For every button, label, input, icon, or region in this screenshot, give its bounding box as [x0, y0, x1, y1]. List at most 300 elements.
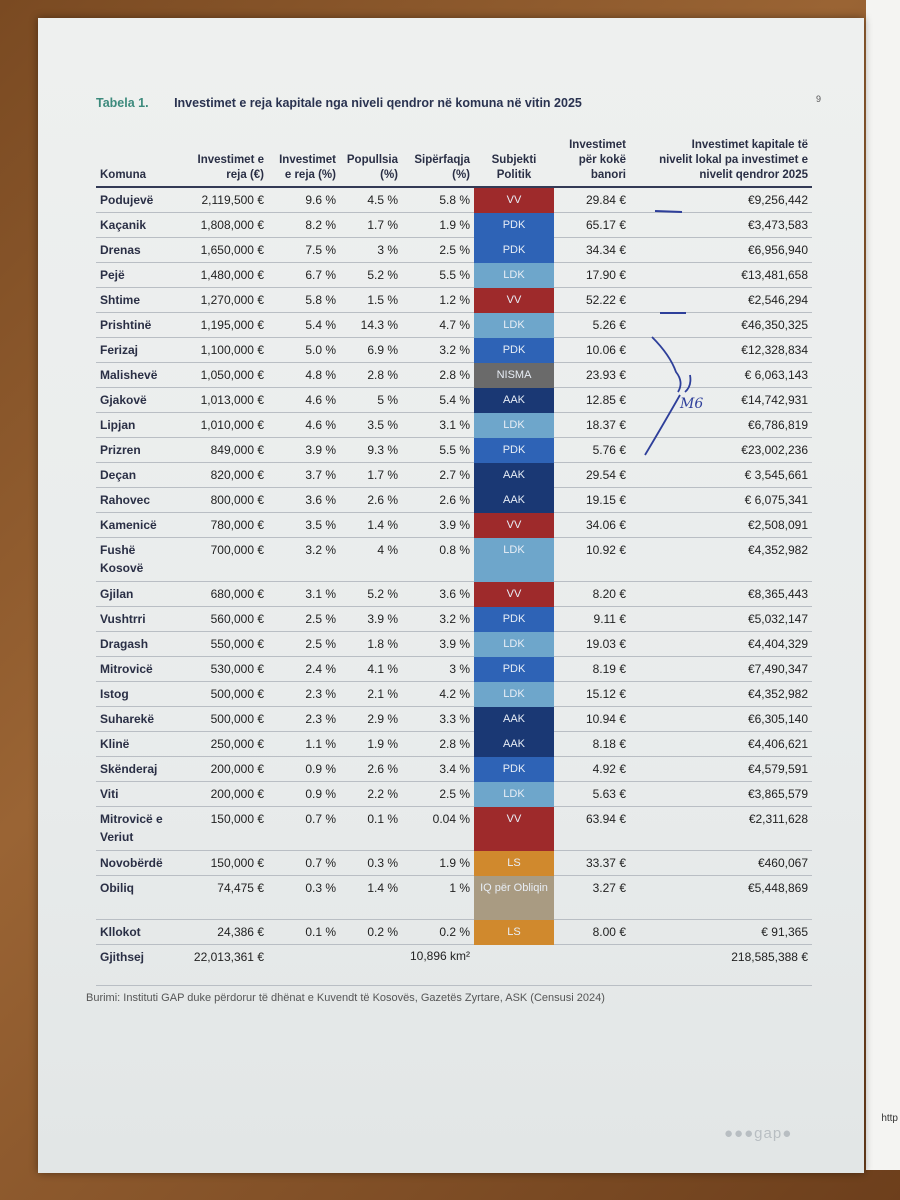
investment-eur-cell: 1,010,000 €: [184, 413, 268, 438]
population-pct-cell: 6.9 %: [340, 338, 402, 363]
spacer-cell: [630, 682, 654, 707]
population-pct-cell: 1.7 %: [340, 213, 402, 238]
empty-cell: [340, 945, 402, 986]
party-badge: IQ për Obliqin: [474, 876, 554, 920]
spacer-cell: [630, 438, 654, 463]
investment-pct-cell: 0.7 %: [268, 807, 340, 851]
population-pct-cell: 2.6 %: [340, 488, 402, 513]
page-number: 9: [816, 94, 822, 104]
population-pct-cell: 1.4 %: [340, 513, 402, 538]
investment-pct-cell: 9.6 %: [268, 187, 340, 213]
investment-eur-cell: 500,000 €: [184, 682, 268, 707]
investment-eur-cell: 550,000 €: [184, 632, 268, 657]
spacer-cell: [630, 288, 654, 313]
municipality-cell: Pejë: [96, 263, 184, 288]
municipality-cell: Mitrovicë e Veriut: [96, 807, 184, 851]
table-row: [96, 363, 812, 388]
table-row: [96, 607, 812, 632]
investment-eur-cell: 560,000 €: [184, 607, 268, 632]
empty-cell: [554, 945, 630, 986]
population-pct-cell: 5.2 %: [340, 582, 402, 607]
municipality-cell: Dragash: [96, 632, 184, 657]
population-pct-cell: 4 %: [340, 538, 402, 582]
investment-eur-cell: 500,000 €: [184, 707, 268, 732]
per-capita-cell: 8.18 €: [554, 732, 630, 757]
spacer-cell: [630, 187, 654, 213]
table-row: [96, 288, 812, 313]
per-capita-cell: 5.26 €: [554, 313, 630, 338]
party-badge: LDK: [474, 538, 554, 582]
per-capita-cell: 17.90 €: [554, 263, 630, 288]
party-badge: PDK: [474, 213, 554, 238]
spacer-cell: [630, 851, 654, 876]
per-capita-cell: 63.94 €: [554, 807, 630, 851]
party-badge: AAK: [474, 463, 554, 488]
table-row: [96, 657, 812, 682]
investment-eur-cell: 820,000 €: [184, 463, 268, 488]
local-investment-cell: €13,481,658: [654, 263, 812, 288]
investment-eur-cell: 1,013,000 €: [184, 388, 268, 413]
municipality-cell: Istog: [96, 682, 184, 707]
party-badge: AAK: [474, 732, 554, 757]
party-badge: LDK: [474, 782, 554, 807]
municipality-cell: Gjilan: [96, 582, 184, 607]
party-badge: PDK: [474, 607, 554, 632]
spacer-cell: [630, 582, 654, 607]
area-pct-cell: 3.9 %: [402, 513, 474, 538]
table-caption: [96, 96, 812, 110]
table-row: [96, 782, 812, 807]
adjacent-sheet-text: http: [881, 1113, 898, 1124]
investment-pct-cell: 2.4 %: [268, 657, 340, 682]
gap-logo: ●●●gap●: [724, 1125, 793, 1142]
area-pct-cell: 4.2 %: [402, 682, 474, 707]
table-row: [96, 632, 812, 657]
investment-eur-cell: 150,000 €: [184, 807, 268, 851]
investment-pct-cell: 5.4 %: [268, 313, 340, 338]
table-row: [96, 807, 812, 851]
investment-eur-cell: 1,195,000 €: [184, 313, 268, 338]
population-pct-cell: 3.9 %: [340, 607, 402, 632]
area-pct-cell: 3.2 %: [402, 338, 474, 363]
investment-eur-cell: 1,100,000 €: [184, 338, 268, 363]
local-investment-cell: € 3,545,661: [654, 463, 812, 488]
investment-pct-cell: 2.3 %: [268, 707, 340, 732]
investment-pct-cell: 5.0 %: [268, 338, 340, 363]
table-row: [96, 313, 812, 338]
municipality-cell: Obiliq: [96, 876, 184, 920]
party-badge: LDK: [474, 263, 554, 288]
investment-eur-cell: 780,000 €: [184, 513, 268, 538]
area-pct-cell: 3.6 %: [402, 582, 474, 607]
per-capita-cell: 10.94 €: [554, 707, 630, 732]
header-spacer: [630, 136, 654, 187]
document-page: [38, 18, 864, 1173]
population-pct-cell: 3.5 %: [340, 413, 402, 438]
source-note: Burimi: Instituti GAP duke përdorur të dhënat e Kuvendt të Kosovës, Gazetës Zyrtare, ASK (Censusi 2024): [86, 992, 605, 1004]
local-investment-cell: €8,365,443: [654, 582, 812, 607]
municipality-cell: Deçan: [96, 463, 184, 488]
local-investment-cell: €460,067: [654, 851, 812, 876]
investment-eur-cell: 700,000 €: [184, 538, 268, 582]
population-pct-cell: 4.1 %: [340, 657, 402, 682]
table-body: [96, 187, 812, 986]
population-pct-cell: 14.3 %: [340, 313, 402, 338]
investment-eur-cell: 1,480,000 €: [184, 263, 268, 288]
investment-pct-cell: 6.7 %: [268, 263, 340, 288]
investment-eur-cell: 1,270,000 €: [184, 288, 268, 313]
investment-pct-cell: 4.6 %: [268, 413, 340, 438]
population-pct-cell: 2.2 %: [340, 782, 402, 807]
municipality-cell: Gjakovë: [96, 388, 184, 413]
investment-pct-cell: 3.7 %: [268, 463, 340, 488]
spacer-cell: [630, 263, 654, 288]
per-capita-cell: 8.19 €: [554, 657, 630, 682]
table-row: [96, 388, 812, 413]
table-row: [96, 413, 812, 438]
table-row: [96, 757, 812, 782]
per-capita-cell: 34.34 €: [554, 238, 630, 263]
per-capita-cell: 34.06 €: [554, 513, 630, 538]
area-pct-cell: 5.5 %: [402, 263, 474, 288]
municipality-cell: Kamenicë: [96, 513, 184, 538]
area-pct-cell: 1.9 %: [402, 213, 474, 238]
area-pct-cell: 3.1 %: [402, 413, 474, 438]
party-badge: PDK: [474, 657, 554, 682]
table-row: [96, 187, 812, 213]
investment-eur-cell: 200,000 €: [184, 757, 268, 782]
party-badge: NISMA: [474, 363, 554, 388]
local-investment-cell: €2,311,628: [654, 807, 812, 851]
local-investment-cell: €5,032,147: [654, 607, 812, 632]
party-badge: VV: [474, 513, 554, 538]
area-pct-cell: 2.6 %: [402, 488, 474, 513]
investment-pct-cell: 3.5 %: [268, 513, 340, 538]
local-investment-cell: €23,002,236: [654, 438, 812, 463]
party-badge: PDK: [474, 338, 554, 363]
investment-pct-cell: 2.5 %: [268, 607, 340, 632]
population-pct-cell: 2.8 %: [340, 363, 402, 388]
municipality-cell: Viti: [96, 782, 184, 807]
population-pct-cell: 1.5 %: [340, 288, 402, 313]
empty-cell: [474, 945, 554, 986]
local-investment-cell: €6,956,940: [654, 238, 812, 263]
population-pct-cell: 1.8 %: [340, 632, 402, 657]
municipality-cell: Rahovec: [96, 488, 184, 513]
area-pct-cell: 5.8 %: [402, 187, 474, 213]
population-pct-cell: 0.1 %: [340, 807, 402, 851]
header-investments-eur: Investimet e reja (€): [184, 136, 268, 187]
local-investment-cell: €4,352,982: [654, 538, 812, 582]
per-capita-cell: 10.06 €: [554, 338, 630, 363]
investment-eur-cell: 1,808,000 €: [184, 213, 268, 238]
spacer-cell: [630, 338, 654, 363]
local-investment-cell: € 6,075,341: [654, 488, 812, 513]
spacer-cell: [630, 707, 654, 732]
investment-eur-cell: 250,000 €: [184, 732, 268, 757]
investment-eur-cell: 74,475 €: [184, 876, 268, 920]
area-pct-cell: 0.2 %: [402, 920, 474, 945]
spacer-cell: [630, 463, 654, 488]
table-row: [96, 338, 812, 363]
table-label: Tabela 1.: [96, 96, 149, 110]
spacer-cell: [630, 607, 654, 632]
table-row: [96, 851, 812, 876]
local-investment-cell: €3,473,583: [654, 213, 812, 238]
page-content: [86, 96, 812, 1004]
area-pct-cell: 5.4 %: [402, 388, 474, 413]
municipality-cell: Lipjan: [96, 413, 184, 438]
table-row: [96, 463, 812, 488]
per-capita-cell: 33.37 €: [554, 851, 630, 876]
area-pct-cell: 0.8 %: [402, 538, 474, 582]
table-row: [96, 513, 812, 538]
investment-pct-cell: 3.9 %: [268, 438, 340, 463]
local-investment-cell: €12,328,834: [654, 338, 812, 363]
spacer-cell: [630, 488, 654, 513]
local-investment-cell: € 91,365: [654, 920, 812, 945]
header-komuna: Komuna: [96, 136, 184, 187]
table-row: [96, 438, 812, 463]
spacer-cell: [630, 413, 654, 438]
party-badge: LDK: [474, 682, 554, 707]
spacer-cell: [630, 657, 654, 682]
table-row: [96, 488, 812, 513]
table-title: Investimet e reja kapitale nga niveli qendror në komuna në vitin 2025: [174, 96, 582, 110]
spacer-cell: [630, 732, 654, 757]
party-badge: AAK: [474, 388, 554, 413]
area-pct-cell: 5.5 %: [402, 438, 474, 463]
population-pct-cell: 3 %: [340, 238, 402, 263]
investment-eur-cell: 24,386 €: [184, 920, 268, 945]
per-capita-cell: 3.27 €: [554, 876, 630, 920]
municipality-cell: Drenas: [96, 238, 184, 263]
area-pct-cell: 4.7 %: [402, 313, 474, 338]
table-row: [96, 213, 812, 238]
investment-eur-cell: 150,000 €: [184, 851, 268, 876]
investment-pct-cell: 8.2 %: [268, 213, 340, 238]
investment-pct-cell: 1.1 %: [268, 732, 340, 757]
header-per-capita: Investimet për kokë banori: [554, 136, 630, 187]
local-investment-cell: €14,742,931: [654, 388, 812, 413]
population-pct-cell: 0.3 %: [340, 851, 402, 876]
party-badge: VV: [474, 187, 554, 213]
area-pct-cell: 2.5 %: [402, 238, 474, 263]
per-capita-cell: 9.11 €: [554, 607, 630, 632]
municipality-cell: Kllokot: [96, 920, 184, 945]
per-capita-cell: 29.54 €: [554, 463, 630, 488]
table-row: [96, 263, 812, 288]
municipality-cell: Ferizaj: [96, 338, 184, 363]
area-pct-cell: 2.8 %: [402, 363, 474, 388]
per-capita-cell: 19.15 €: [554, 488, 630, 513]
area-pct-cell: 3.2 %: [402, 607, 474, 632]
population-pct-cell: 4.5 %: [340, 187, 402, 213]
investment-pct-cell: 2.5 %: [268, 632, 340, 657]
investment-pct-cell: 7.5 %: [268, 238, 340, 263]
municipality-cell: Shtime: [96, 288, 184, 313]
empty-cell: [268, 945, 340, 986]
population-pct-cell: 9.3 %: [340, 438, 402, 463]
population-pct-cell: 0.2 %: [340, 920, 402, 945]
municipality-cell: Prizren: [96, 438, 184, 463]
municipality-cell: Kaçanik: [96, 213, 184, 238]
local-investment-cell: €3,865,579: [654, 782, 812, 807]
area-pct-cell: 1 %: [402, 876, 474, 920]
spacer-cell: [630, 807, 654, 851]
per-capita-cell: 65.17 €: [554, 213, 630, 238]
local-investment-cell: €4,579,591: [654, 757, 812, 782]
municipality-cell: Prishtinë: [96, 313, 184, 338]
investment-eur-cell: 2,119,500 €: [184, 187, 268, 213]
party-badge: LDK: [474, 632, 554, 657]
spacer-cell: [630, 757, 654, 782]
spacer-cell: [630, 538, 654, 582]
area-pct-cell: 3 %: [402, 657, 474, 682]
total-investment: 22,013,361 €: [184, 945, 268, 986]
area-pct-cell: 3.3 %: [402, 707, 474, 732]
investment-pct-cell: 3.1 %: [268, 582, 340, 607]
municipality-cell: Fushë Kosovë: [96, 538, 184, 582]
population-pct-cell: 5.2 %: [340, 263, 402, 288]
total-area: 10,896 km²: [402, 945, 474, 986]
investment-pct-cell: 2.3 %: [268, 682, 340, 707]
spacer-cell: [630, 363, 654, 388]
spacer-cell: [630, 313, 654, 338]
area-pct-cell: 2.5 %: [402, 782, 474, 807]
spacer-cell: [630, 632, 654, 657]
area-pct-cell: 2.7 %: [402, 463, 474, 488]
spacer-cell: [630, 388, 654, 413]
spacer-cell: [630, 920, 654, 945]
per-capita-cell: 12.85 €: [554, 388, 630, 413]
population-pct-cell: 2.1 %: [340, 682, 402, 707]
investment-pct-cell: 0.1 %: [268, 920, 340, 945]
local-investment-cell: €7,490,347: [654, 657, 812, 682]
investment-eur-cell: 200,000 €: [184, 782, 268, 807]
area-pct-cell: 2.8 %: [402, 732, 474, 757]
investment-table: [96, 136, 812, 986]
per-capita-cell: 8.20 €: [554, 582, 630, 607]
per-capita-cell: 29.84 €: [554, 187, 630, 213]
area-pct-cell: 1.9 %: [402, 851, 474, 876]
per-capita-cell: 15.12 €: [554, 682, 630, 707]
header-population: Popullsia (%): [340, 136, 402, 187]
local-investment-cell: €4,404,329: [654, 632, 812, 657]
population-pct-cell: 1.7 %: [340, 463, 402, 488]
party-badge: AAK: [474, 488, 554, 513]
investment-pct-cell: 0.9 %: [268, 782, 340, 807]
spacer-cell: [630, 513, 654, 538]
total-row: [96, 945, 812, 986]
header-area: Sipërfaqja (%): [402, 136, 474, 187]
party-badge: AAK: [474, 707, 554, 732]
table-header-row: [96, 136, 812, 187]
table-row: [96, 582, 812, 607]
municipality-cell: Mitrovicë: [96, 657, 184, 682]
population-pct-cell: 1.9 %: [340, 732, 402, 757]
per-capita-cell: 23.93 €: [554, 363, 630, 388]
table-row: [96, 538, 812, 582]
table-row: [96, 238, 812, 263]
header-investments-pct: Investimet e reja (%): [268, 136, 340, 187]
investment-eur-cell: 1,050,000 €: [184, 363, 268, 388]
area-pct-cell: 3.4 %: [402, 757, 474, 782]
local-investment-cell: € 6,063,143: [654, 363, 812, 388]
per-capita-cell: 19.03 €: [554, 632, 630, 657]
investment-eur-cell: 849,000 €: [184, 438, 268, 463]
municipality-cell: Vushtrri: [96, 607, 184, 632]
party-badge: PDK: [474, 757, 554, 782]
spacer-cell: [630, 213, 654, 238]
area-pct-cell: 1.2 %: [402, 288, 474, 313]
total-local-investment: 218,585,388 €: [654, 945, 812, 986]
investment-pct-cell: 3.6 %: [268, 488, 340, 513]
spacer-cell: [630, 782, 654, 807]
investment-pct-cell: 4.6 %: [268, 388, 340, 413]
party-badge: PDK: [474, 438, 554, 463]
party-badge: VV: [474, 807, 554, 851]
investment-pct-cell: 0.3 %: [268, 876, 340, 920]
spacer-cell: [630, 945, 654, 986]
local-investment-cell: €46,350,325: [654, 313, 812, 338]
local-investment-cell: €5,448,869: [654, 876, 812, 920]
table-row: [96, 876, 812, 920]
investment-eur-cell: 530,000 €: [184, 657, 268, 682]
local-investment-cell: €2,546,294: [654, 288, 812, 313]
party-badge: PDK: [474, 238, 554, 263]
header-local-investments: Investimet kapitale të nivelit lokal pa investimet e nivelit qendror 2025: [654, 136, 812, 187]
local-investment-cell: €6,305,140: [654, 707, 812, 732]
local-investment-cell: €6,786,819: [654, 413, 812, 438]
total-label: Gjithsej: [96, 945, 184, 986]
investment-pct-cell: 0.9 %: [268, 757, 340, 782]
per-capita-cell: 8.00 €: [554, 920, 630, 945]
table-row: [96, 682, 812, 707]
table-row: [96, 732, 812, 757]
investment-pct-cell: 3.2 %: [268, 538, 340, 582]
population-pct-cell: 2.9 %: [340, 707, 402, 732]
adjacent-sheet: [866, 0, 900, 1170]
party-badge: VV: [474, 582, 554, 607]
municipality-cell: Malishevë: [96, 363, 184, 388]
investment-pct-cell: 4.8 %: [268, 363, 340, 388]
per-capita-cell: 10.92 €: [554, 538, 630, 582]
party-badge: LS: [474, 851, 554, 876]
population-pct-cell: 5 %: [340, 388, 402, 413]
header-party: Subjekti Politik: [474, 136, 554, 187]
area-pct-cell: 0.04 %: [402, 807, 474, 851]
investment-pct-cell: 5.8 %: [268, 288, 340, 313]
local-investment-cell: €2,508,091: [654, 513, 812, 538]
population-pct-cell: 2.6 %: [340, 757, 402, 782]
municipality-cell: Klinë: [96, 732, 184, 757]
per-capita-cell: 5.63 €: [554, 782, 630, 807]
spacer-cell: [630, 238, 654, 263]
municipality-cell: Skënderaj: [96, 757, 184, 782]
party-badge: LS: [474, 920, 554, 945]
party-badge: LDK: [474, 313, 554, 338]
per-capita-cell: 5.76 €: [554, 438, 630, 463]
spacer-cell: [630, 876, 654, 920]
per-capita-cell: 18.37 €: [554, 413, 630, 438]
party-badge: VV: [474, 288, 554, 313]
area-pct-cell: 3.9 %: [402, 632, 474, 657]
investment-eur-cell: 680,000 €: [184, 582, 268, 607]
table-row: [96, 920, 812, 945]
local-investment-cell: €9,256,442: [654, 187, 812, 213]
investment-eur-cell: 800,000 €: [184, 488, 268, 513]
